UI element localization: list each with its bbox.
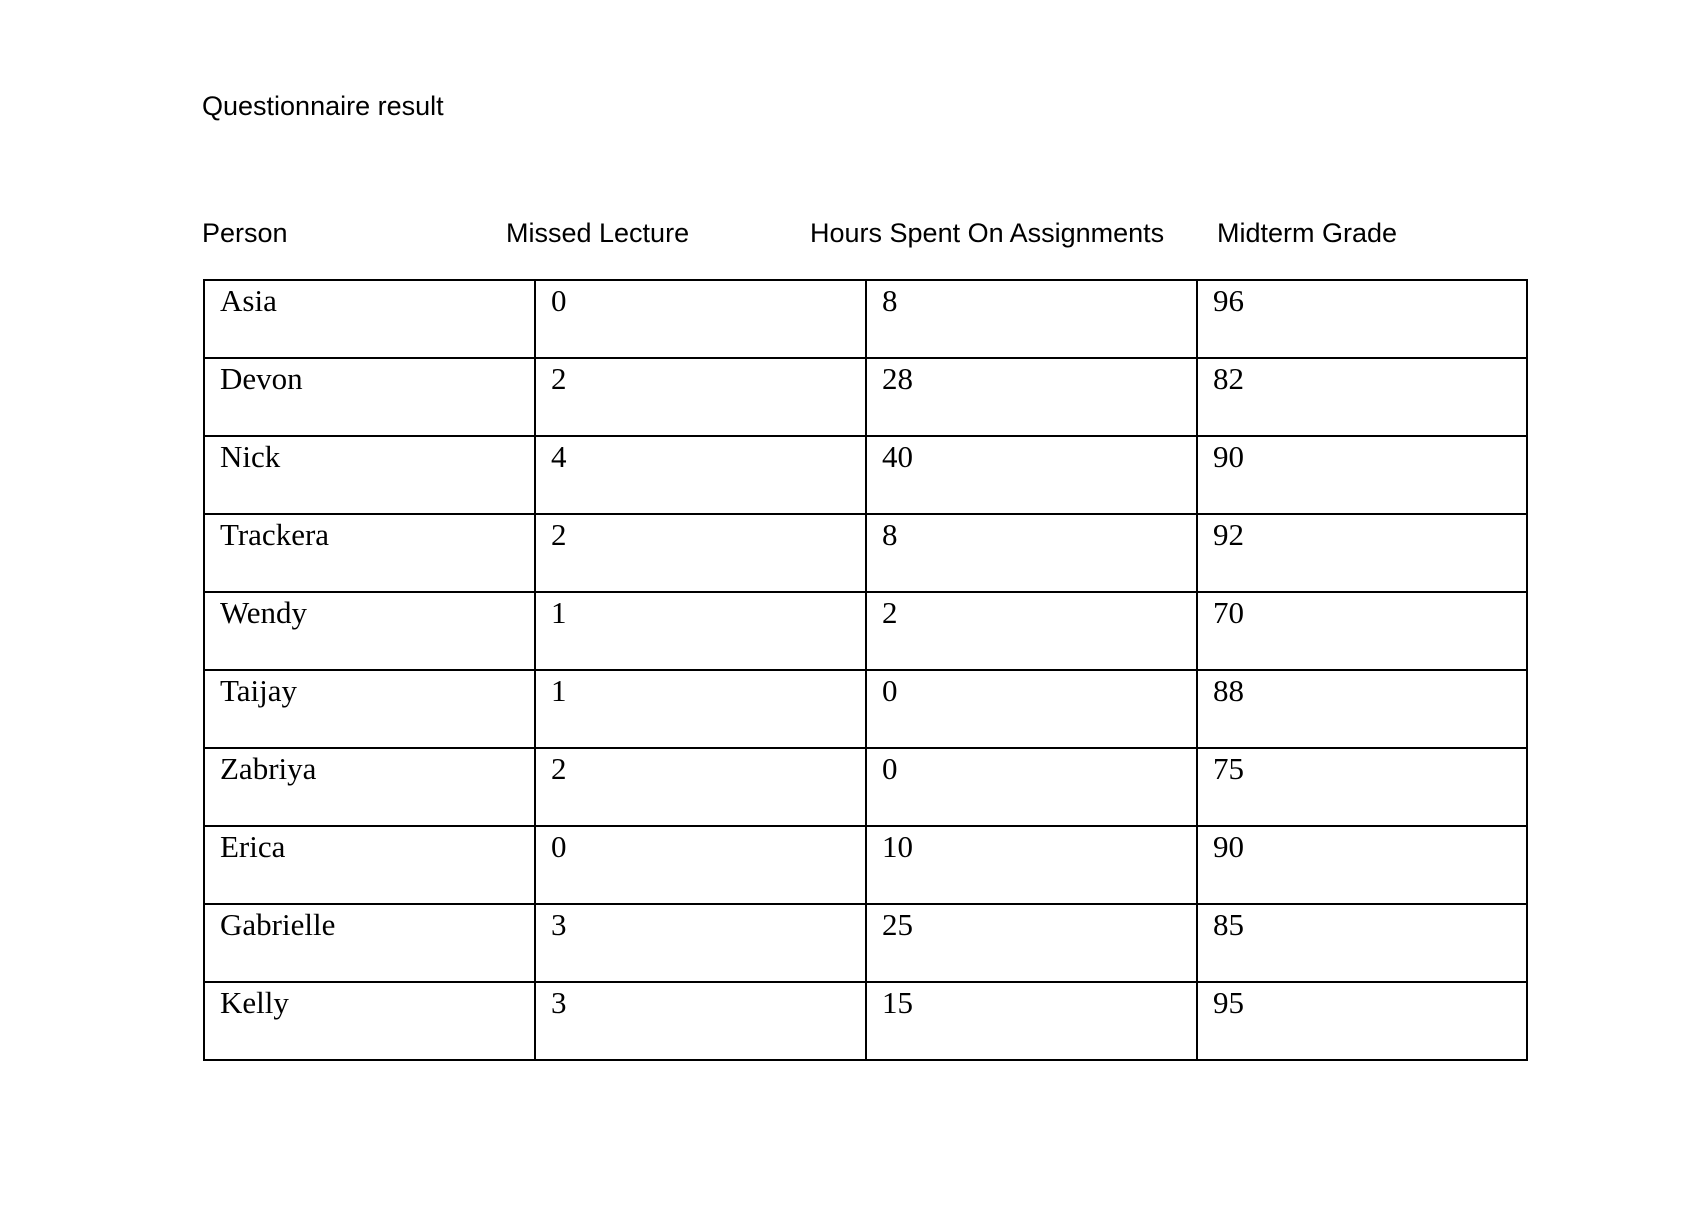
cell-person (204, 982, 535, 1060)
cell-hours (866, 982, 1197, 1060)
hours-value: 8 (882, 517, 898, 552)
cell-missed-lecture (535, 592, 866, 670)
cell-grade (1197, 826, 1527, 904)
cell-grade (1197, 748, 1527, 826)
person-name: Asia (220, 283, 277, 318)
hours-value: 10 (882, 829, 913, 864)
table-row (204, 592, 1527, 670)
grade-value: 95 (1213, 985, 1244, 1020)
cell-person (204, 514, 535, 592)
hours-value: 2 (882, 595, 898, 630)
cell-person (204, 436, 535, 514)
table-row (204, 280, 1527, 358)
person-name: Gabrielle (220, 907, 336, 942)
cell-hours (866, 748, 1197, 826)
table-row (204, 982, 1527, 1060)
cell-hours (866, 280, 1197, 358)
missed-lecture-value: 2 (551, 751, 567, 786)
person-name: Wendy (220, 595, 308, 630)
table-row (204, 358, 1527, 436)
hours-value: 25 (882, 907, 913, 942)
missed-lecture-value: 1 (551, 595, 567, 630)
cell-missed-lecture (535, 280, 866, 358)
person-name: Kelly (220, 985, 289, 1020)
cell-missed-lecture (535, 748, 866, 826)
results-table (203, 279, 1528, 1061)
table-row (204, 904, 1527, 982)
cell-person (204, 748, 535, 826)
missed-lecture-value: 2 (551, 517, 567, 552)
table-header-row (0, 215, 1700, 255)
cell-grade (1197, 904, 1527, 982)
cell-person (204, 592, 535, 670)
cell-missed-lecture (535, 826, 866, 904)
cell-missed-lecture (535, 670, 866, 748)
missed-lecture-value: 0 (551, 829, 567, 864)
header-hours-spent: Hours Spent On Assignments (810, 218, 1165, 248)
person-name: Erica (220, 829, 286, 864)
header-person: Person (202, 218, 288, 248)
person-name: Devon (220, 361, 303, 396)
person-name: Nick (220, 439, 281, 474)
hours-value: 0 (882, 751, 898, 786)
table-row (204, 748, 1527, 826)
person-name: Zabriya (220, 751, 317, 786)
missed-lecture-value: 4 (551, 439, 567, 474)
missed-lecture-value: 2 (551, 361, 567, 396)
cell-grade (1197, 982, 1527, 1060)
table-row (204, 436, 1527, 514)
cell-person (204, 280, 535, 358)
cell-hours (866, 514, 1197, 592)
table-row (204, 670, 1527, 748)
grade-value: 70 (1213, 595, 1244, 630)
person-name: Taijay (220, 673, 298, 708)
cell-missed-lecture (535, 982, 866, 1060)
hours-value: 0 (882, 673, 898, 708)
cell-hours (866, 436, 1197, 514)
cell-missed-lecture (535, 436, 866, 514)
grade-value: 85 (1213, 907, 1244, 942)
cell-grade (1197, 358, 1527, 436)
hours-value: 40 (882, 439, 913, 474)
grade-value: 88 (1213, 673, 1244, 708)
cell-hours (866, 670, 1197, 748)
cell-grade (1197, 670, 1527, 748)
missed-lecture-value: 3 (551, 985, 567, 1020)
hours-value: 8 (882, 283, 898, 318)
missed-lecture-value: 0 (551, 283, 567, 318)
cell-hours (866, 358, 1197, 436)
cell-grade (1197, 436, 1527, 514)
missed-lecture-value: 3 (551, 907, 567, 942)
grade-value: 90 (1213, 829, 1244, 864)
cell-person (204, 670, 535, 748)
cell-missed-lecture (535, 514, 866, 592)
header-midterm-grade: Midterm Grade (1217, 218, 1398, 248)
hours-value: 28 (882, 361, 913, 396)
document-title: Questionnaire result (202, 91, 444, 121)
cell-hours (866, 826, 1197, 904)
grade-value: 96 (1213, 283, 1244, 318)
cell-grade (1197, 592, 1527, 670)
cell-missed-lecture (535, 904, 866, 982)
header-missed-lecture: Missed Lecture (506, 218, 690, 248)
cell-hours (866, 904, 1197, 982)
cell-missed-lecture (535, 358, 866, 436)
cell-person (204, 826, 535, 904)
person-name: Trackera (220, 517, 330, 552)
cell-grade (1197, 280, 1527, 358)
grade-value: 92 (1213, 517, 1244, 552)
cell-grade (1197, 514, 1527, 592)
table-row (204, 826, 1527, 904)
cell-hours (866, 592, 1197, 670)
cell-person (204, 358, 535, 436)
grade-value: 82 (1213, 361, 1244, 396)
missed-lecture-value: 1 (551, 673, 567, 708)
grade-value: 75 (1213, 751, 1244, 786)
grade-value: 90 (1213, 439, 1244, 474)
table-row (204, 514, 1527, 592)
cell-person (204, 904, 535, 982)
hours-value: 15 (882, 985, 913, 1020)
